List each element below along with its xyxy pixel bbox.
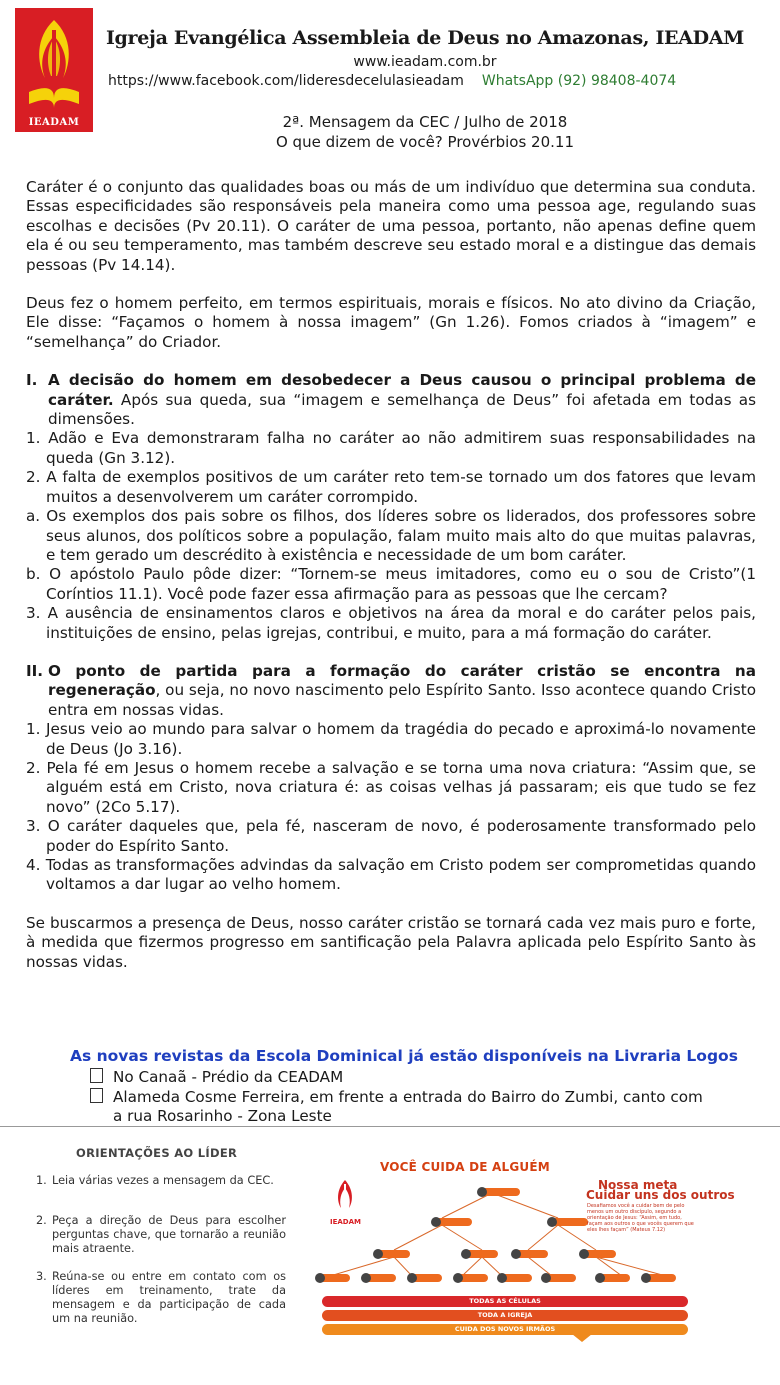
orientation-item-3: 3. Reúna-se ou entre em contato com os líderes em treinamento, trate da mensagem e da participação de cada um na reunião. — [36, 1270, 286, 1325]
website-link[interactable]: www.ieadam.com.br — [353, 54, 497, 70]
section-1-item-3: 3. A ausência de ensinamentos claros e objetivos na área da moral e do caráter pelos pais, instituições de ensino, pelas igrejas, contribui, e muito, para a má formação do caráter. — [26, 604, 756, 642]
section-divider — [0, 1126, 780, 1127]
orientation-item-1: 1. Leia várias vezes a mensagem da CEC. — [36, 1174, 274, 1187]
goal-description: Desafiamos você a cuidar bem de pelo menos um outro discípulo, segundo a orientação de Jesus: “Assim, em tudo, façam aos outros o que vocês querem que eles lhes façam” (Mateus 7.12) — [587, 1203, 694, 1233]
logo-label: IEADAM — [28, 117, 80, 128]
subject-line: O que dizem de você? Provérbios 20.11 — [275, 133, 574, 151]
section-1-item-2a: a. Os exemplos dos pais sobre os filhos, dos líderes sobre os liderados, dos professores sobre seus alunos, dos políticos sobre a população, falam muito mais alto do que muitas palavras, e tem gerado um descrédito à existência e necessidade de um bom caráter. — [26, 507, 756, 564]
section-1-heading: A decisão do homem em desobedecer a Deus causou o principal problema de caráter. — [48, 371, 756, 409]
orientations-title: ORIENTAÇÕES AO LÍDER — [76, 1146, 238, 1160]
band-new-brethren: CUIDA DOS NOVOS IRMÃOS — [322, 1324, 688, 1335]
contacts-line — [108, 73, 676, 89]
flame-bible-icon — [15, 8, 93, 132]
section-2-item-4: 4. Todas as transformações advindas da salvação em Cristo podem ser comprometidas quando voltamos a dar lugar ao velho homem. — [26, 856, 756, 894]
section-2-item-1: 1. Jesus veio ao mundo para salvar o homem da tragédia do pecado e aproximá-lo novamente de Deus (Jo 3.16). — [26, 720, 756, 758]
band-whole-church: TODA A IGREJA — [322, 1310, 688, 1321]
goal-subtitle: Cuidar uns dos outros — [586, 1188, 735, 1202]
goal-title: Nossa meta — [598, 1178, 678, 1192]
orientation-item-2: 2. Peça a direção de Deus para escolher perguntas chave, que tornarão a reunião mais atraente. — [36, 1214, 286, 1255]
section-2-lead: , ou seja, no novo nascimento pelo Espírito Santo. Isso acontece quando Cristo entra em nossas vidas. — [48, 681, 756, 719]
diagram-logo-label: IEADAM — [330, 1218, 361, 1226]
promo-announcement: As novas revistas da Escola Dominical já estão disponíveis na Livraria Logos — [70, 1047, 738, 1065]
checkbox-icon — [90, 1068, 103, 1083]
location-1: No Canaã - Prédio da CEADAM — [90, 1068, 760, 1087]
checkbox-icon — [90, 1088, 103, 1103]
whatsapp-contact[interactable]: WhatsApp (92) 98408-4074 — [481, 73, 677, 89]
section-2-number: II. — [26, 661, 44, 680]
section-2-item-2: 2. Pela fé em Jesus o homem recebe a salvação e se torna uma nova criatura: “Assim que, se alguém está em Cristo, nova criatura é: as coisas velhas já passaram; eis que tudo se fez novo” (2Co 5.17). — [26, 758, 756, 816]
intro-paragraph-1: Caráter é o conjunto das qualidades boas ou más de um indivíduo que determina sua conduta. Essas especificidades são responsáveis pela maneira como uma pessoa age, regulando suas escolhas e decisões (Pv 20.11). O caráter de uma pessoa, portanto, não apenas define quem ela é ou seu temperamento, mas também descreve seu estado moral e a distingue das demais pessoas (Pv 14.14). — [26, 178, 756, 274]
church-title: Igreja Evangélica Assembleia de Deus no Amazonas, IEADAM — [105, 27, 745, 49]
section-1-item-1: 1. Adão e Eva demonstraram falha no caráter ao não admitirem suas responsabilidades na queda (Gn 3.12). — [26, 429, 756, 467]
band-all-cells: TODAS AS CÉLULAS — [322, 1296, 688, 1307]
section-2-item-3: 3. O caráter daqueles que, pela fé, nasceram de novo, é poderosamente transformado pelo poder do Espírito Santo. — [26, 817, 756, 855]
section-1-number: I. — [26, 371, 38, 390]
intro-paragraph-2: Deus fez o homem perfeito, em termos espirituais, morais e físicos. No ato divino da Criação, Ele disse: “Façamos o homem à nossa imagem” (Gn 1.26). Fomos criados à “imagem” e “semelhança” do Criador. — [26, 294, 756, 351]
section-2 — [26, 662, 756, 720]
location-2: Alameda Cosme Ferreira, em frente a entrada do Bairro do Zumbi, canto com a rua Rosarinho - Zona Leste — [90, 1088, 760, 1127]
section-1-item-2b: b. O apóstolo Paulo pôde dizer: “Tornem-se meus imitadores, como eu o sou de Cristo”(1 Coríntios 11.1). Você pode fazer essa afirmação para as pessoas que lhe cercam? — [26, 565, 756, 603]
ieadam-logo — [15, 8, 93, 132]
section-1-lead: Após sua queda, sua “imagem e semelhança de Deus” foi afetada em todas as dimensões. — [48, 390, 756, 429]
section-1-item-2: 2. A falta de exemplos positivos de um caráter reto tem-se tornado um dos fatores que levam muitos a desenvolverem um caráter corrompido. — [26, 468, 756, 506]
facebook-link[interactable]: https://www.facebook.com/lideresdecelulasieadam — [108, 73, 464, 89]
section-2-heading: O ponto de partida para a formação do caráter cristão se encontra na regeneração — [48, 661, 756, 700]
diagram-title: VOCÊ CUIDA DE ALGUÉM — [380, 1160, 550, 1174]
message-body — [26, 178, 756, 972]
section-1 — [26, 371, 756, 429]
message-line: 2ª. Mensagem da CEC / Julho de 2018 — [282, 113, 568, 131]
conclusion-paragraph: Se buscarmos a presença de Deus, nosso caráter cristão se tornará cada vez mais puro e forte, à medida que fizermos progresso em santificação pela Palavra aplicada pelo Espírito Santo às nossas vidas. — [26, 913, 756, 971]
